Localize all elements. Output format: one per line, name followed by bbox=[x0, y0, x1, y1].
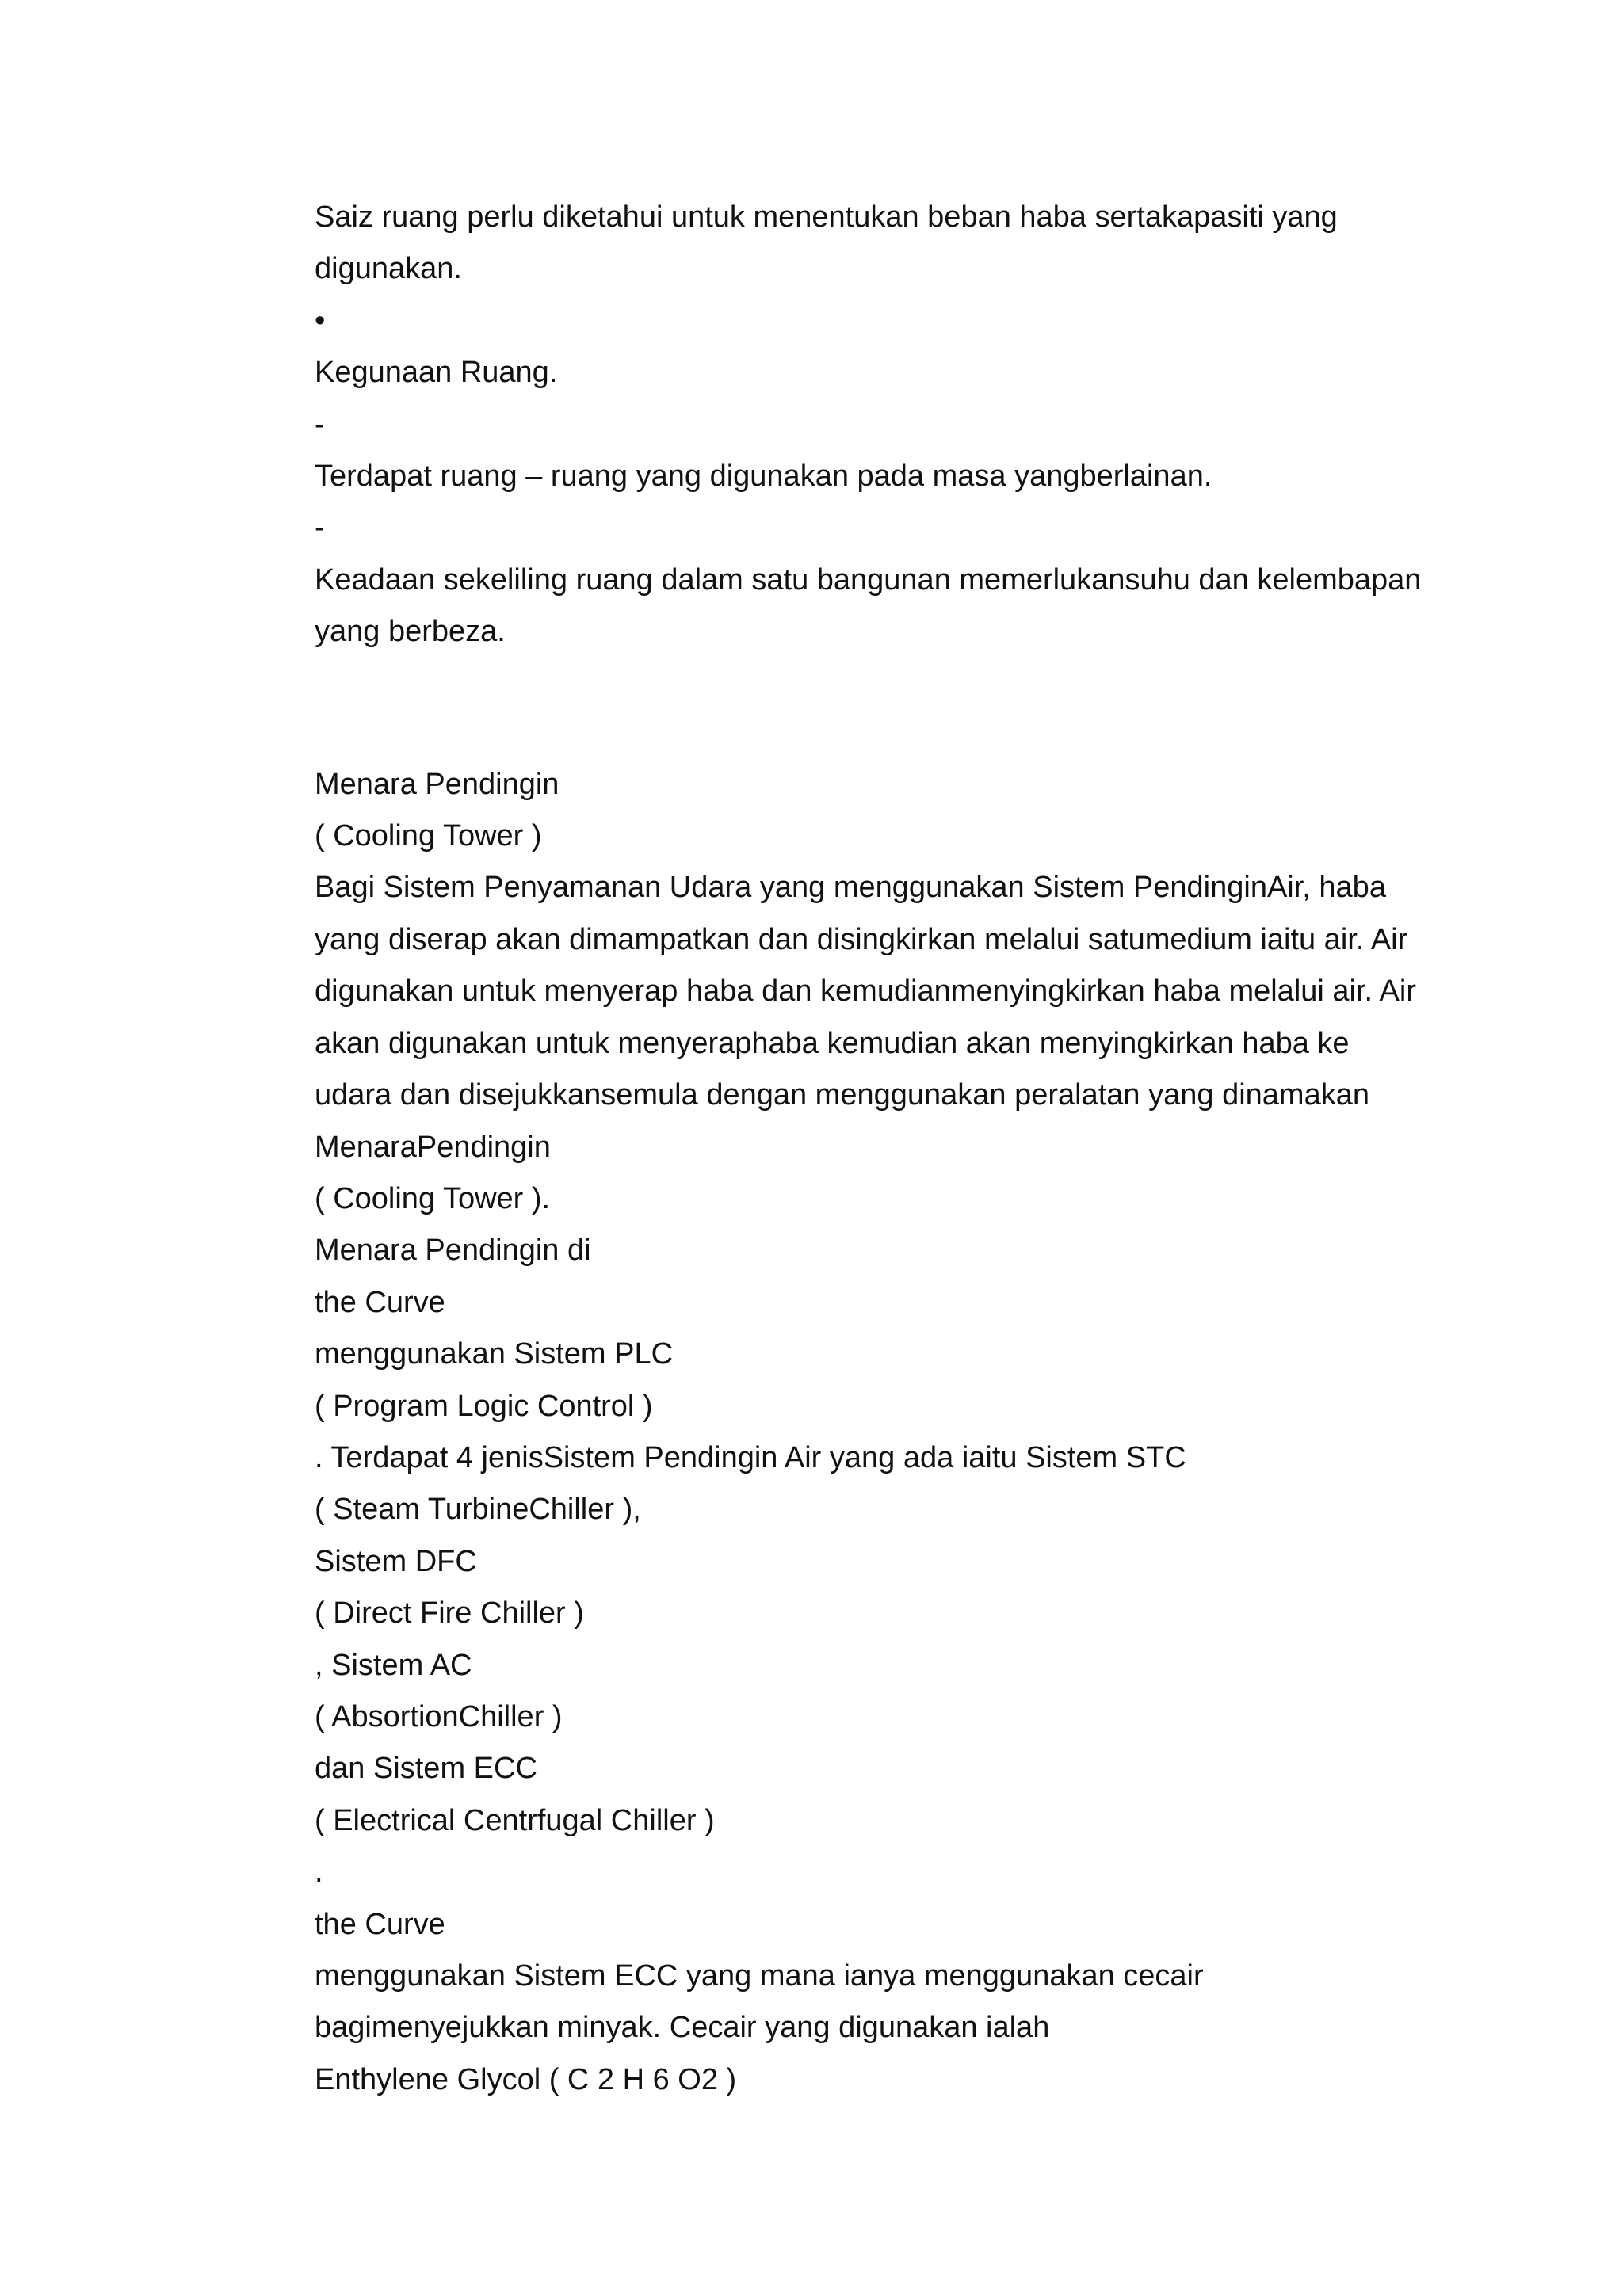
section-heading: Menara Pendingin bbox=[315, 767, 559, 801]
text-line: Terdapat ruang – ruang yang digunakan pada masa yangberlainan. bbox=[315, 460, 1212, 494]
text-line: Menara Pendingin di bbox=[315, 1234, 591, 1268]
text-line: bagimenyejukkan minyak. Cecair yang digunakan ialah bbox=[315, 2011, 1050, 2045]
text-line: ( AbsortionChiller ) bbox=[315, 1699, 563, 1733]
text-line: udara dan disejukkansemula dengan menggunakan peralatan yang dinamakan bbox=[315, 1078, 1369, 1112]
text-line: Bagi Sistem Penyamanan Udara yang menggunakan Sistem PendinginAir, haba bbox=[315, 871, 1386, 905]
text-line: ( Cooling Tower ). bbox=[315, 1181, 551, 1215]
text-line: the Curve bbox=[315, 1907, 445, 1941]
text-line: Saiz ruang perlu diketahui untuk menentukan beban haba sertakapasiti yang bbox=[315, 200, 1338, 234]
dash-marker: - bbox=[315, 511, 325, 545]
text-line: yang berbeza. bbox=[315, 615, 506, 649]
text-line: menggunakan Sistem PLC bbox=[315, 1337, 674, 1371]
text-line: Keadaan sekeliling ruang dalam satu bangunan memerlukansuhu dan kelembapan bbox=[315, 563, 1422, 597]
text-line: menggunakan Sistem ECC yang mana ianya menggunakan cecair bbox=[315, 1959, 1204, 1993]
text-line: digunakan. bbox=[315, 252, 462, 286]
text-line: . bbox=[315, 1855, 323, 1890]
text-line: ( Program Logic Control ) bbox=[315, 1389, 653, 1423]
section-spacer bbox=[315, 658, 1440, 759]
text-line: ( Cooling Tower ) bbox=[315, 819, 542, 853]
section-cooling-tower bbox=[315, 759, 1440, 2107]
text-line: ( Direct Fire Chiller ) bbox=[315, 1596, 584, 1630]
text-line: , Sistem AC bbox=[315, 1648, 472, 1682]
document-body bbox=[315, 192, 1440, 2106]
text-line: ( Steam TurbineChiller ), bbox=[315, 1493, 641, 1527]
text-line: . Terdapat 4 jenisSistem Pendingin Air yang ada iaitu Sistem STC bbox=[315, 1440, 1186, 1474]
text-line: Sistem DFC bbox=[315, 1544, 477, 1578]
text-line: the Curve bbox=[315, 1285, 445, 1319]
text-line: akan digunakan untuk menyeraphaba kemudian akan menyingkirkan haba ke bbox=[315, 1026, 1350, 1060]
text-line: dan Sistem ECC bbox=[315, 1752, 537, 1786]
text-line: digunakan untuk menyerap haba dan kemudianmenyingkirkan haba melalui air. Air bbox=[315, 974, 1416, 1009]
text-line: MenaraPendingin bbox=[315, 1130, 551, 1164]
bullet-marker: • bbox=[315, 303, 326, 338]
text-line: yang diserap akan dimampatkan dan disingkirkan melalui satumedium iaitu air. Air bbox=[315, 922, 1408, 956]
text-line: Kegunaan Ruang. bbox=[315, 356, 558, 390]
dash-marker: - bbox=[315, 407, 325, 441]
section-ruang bbox=[315, 192, 1440, 658]
text-line: ( Electrical Centrfugal Chiller ) bbox=[315, 1803, 715, 1837]
text-line: Enthylene Glycol ( C 2 H 6 O2 ) bbox=[315, 2062, 737, 2096]
